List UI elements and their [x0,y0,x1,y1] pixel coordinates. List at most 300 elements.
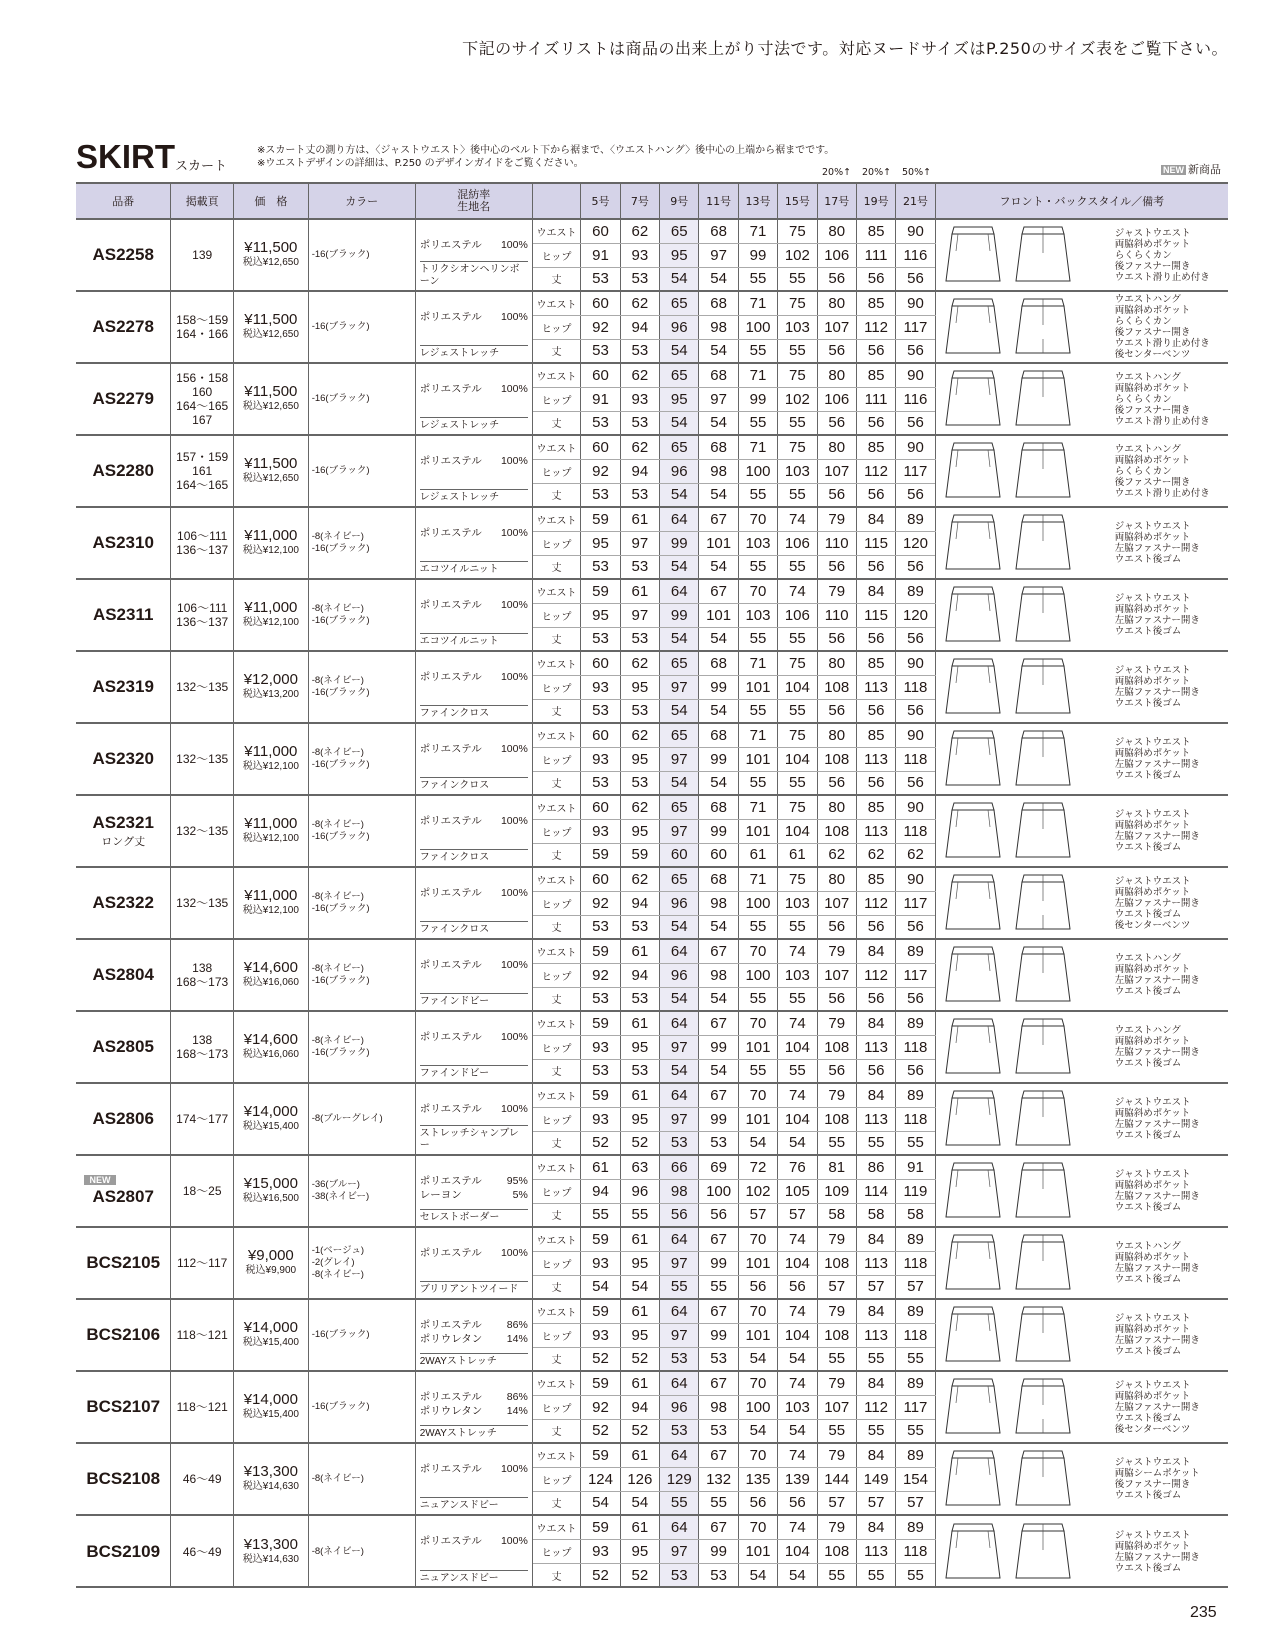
size-value: 108 [817,1251,856,1275]
skirt-front-icon [944,293,1002,361]
size-value: 54 [660,915,699,939]
product-material [415,579,532,651]
size-value: 90 [896,363,935,387]
size-value: 106 [817,243,856,267]
size-value: 97 [660,819,699,843]
col-fabric: 生地名 [457,200,491,213]
measure-label: 丈 [532,915,580,939]
size-value: 99 [699,747,738,771]
size-value: 55 [581,1203,620,1227]
size-value: 110 [817,603,856,627]
fabric-name: 2WAYストレッチ [420,1425,528,1440]
note-item: らくらくカン [1114,465,1172,477]
size-value: 79 [817,1227,856,1251]
product-material [415,1155,532,1227]
note-item: 両脇斜めポケット [1114,820,1191,831]
size-value: 80 [817,435,856,459]
page-line: 18～25 [182,1184,222,1198]
size-value: 74 [778,1443,817,1467]
size-value: 74 [778,1011,817,1035]
measure-label: 丈 [532,1203,580,1227]
size-value: 67 [699,1515,738,1539]
skirt-front-icon [944,1518,1002,1586]
material-name: ポリエステル [419,1175,482,1187]
product-code-text: AS2321 [92,813,154,832]
size-value: 117 [896,891,935,915]
table-row [76,867,1228,891]
size-value: 57 [856,1275,895,1299]
size-value: 55 [856,1131,895,1155]
size-value: 81 [817,1155,856,1179]
material-name: ポリエステル [419,599,482,611]
size-value: 67 [699,1443,738,1467]
product-colors [308,1011,415,1083]
size-value: 54 [581,1275,620,1299]
size-value: 53 [620,987,659,1011]
size-value: 76 [778,1155,817,1179]
size-value: 96 [620,1179,659,1203]
size-value: 99 [738,243,777,267]
size-value: 62 [620,435,659,459]
product-price [233,1443,308,1515]
size-value: 55 [856,1347,895,1371]
product-material [415,723,532,795]
note-item: ウエスト後ゴム [1114,908,1182,920]
skirt-illustration [935,723,1109,795]
size-value: 107 [817,891,856,915]
size-value: 99 [660,531,699,555]
product-material [415,1515,532,1587]
note-item: ジャストウエスト [1114,1169,1191,1180]
size-value: 99 [699,1539,738,1563]
size-value: 61 [620,1515,659,1539]
product-code-text: BCS2107 [86,1397,161,1416]
size-value: 89 [896,1443,935,1467]
note-item: 両脇シームポケット [1114,1468,1200,1479]
product-colors [308,435,415,507]
product-colors [308,1371,415,1443]
size-value: 55 [778,699,817,723]
price-value: ¥11,000 [244,527,298,544]
size-value: 93 [581,1323,620,1347]
product-code-text: AS2805 [92,1037,154,1056]
size-value: 85 [856,291,895,315]
material-name: ポリエステル [419,383,482,395]
size-value: 71 [738,363,777,387]
size-value: 79 [817,939,856,963]
measure-label: ウエスト [532,1515,580,1539]
note-item: 両脇斜めポケット [1114,1390,1191,1402]
note-item: ウエスト後ゴム [1114,1562,1182,1574]
size-value: 93 [581,1251,620,1275]
fabric-name: セレストボーダー [420,1209,528,1224]
material-name: ポリエステル [419,1319,482,1331]
size-value: 98 [699,1395,738,1419]
size-value: 54 [699,627,738,651]
price-tax: 税込¥12,100 [242,617,299,628]
note-item: ウエスト後ゴム [1114,1202,1182,1213]
product-colors [308,723,415,795]
size-value: 56 [896,771,935,795]
new-badge: NEW [1163,165,1184,175]
material-ratio: 100% [500,599,528,611]
note-item: ウエスト後ゴム [1114,1412,1182,1424]
skirt-illustration [935,363,1109,435]
skirt-back-icon [1014,581,1072,649]
product-code [76,579,171,651]
material-line [420,1030,528,1044]
product-colors [308,1155,415,1227]
size-value: 75 [778,651,817,675]
measure-label: 丈 [532,483,580,507]
size-value: 55 [817,1131,856,1155]
size-value: 84 [856,1515,895,1539]
size-value: 53 [660,1419,699,1443]
page-line: 174～177 [176,1112,229,1126]
note-item: ウエスト滑り止め付き [1114,271,1210,283]
price-value: ¥14,600 [243,959,298,976]
size-value: 108 [817,819,856,843]
measure-label: ヒップ [532,963,580,987]
color-item: -8(ネイビー) [311,963,364,974]
size-value: 113 [856,1107,895,1131]
col-size-21: 21号 [896,183,935,219]
note-item: 両脇斜めポケット [1114,964,1191,975]
pct-21: 50%↑ [902,167,932,178]
size-value: 70 [738,1227,777,1251]
size-value: 84 [856,1371,895,1395]
product-page [171,1083,234,1155]
measure-label: 丈 [532,339,580,363]
product-code-text: AS2319 [92,677,154,696]
product-notes [1109,1515,1228,1587]
size-value: 55 [660,1491,699,1515]
col-color: カラー [308,183,415,219]
size-value: 68 [699,435,738,459]
size-value: 67 [699,507,738,531]
page-line: 112～117 [177,1256,228,1270]
size-table [76,182,1228,1587]
size-value: 56 [817,627,856,651]
price-value: ¥14,000 [243,1391,298,1408]
size-value: 53 [620,555,659,579]
size-value: 54 [660,699,699,723]
material-name: ポリエステル [419,815,482,827]
skirt-front-icon [944,1157,1002,1225]
size-value: 56 [896,411,935,435]
table-row [76,435,1228,459]
size-value: 56 [817,267,856,291]
product-code-text: AS2807 [92,1187,154,1206]
size-value: 55 [738,771,777,795]
size-value: 56 [896,1059,935,1083]
material-ratio: 14% [506,1405,528,1417]
size-value: 65 [660,291,699,315]
product-page [171,1443,234,1515]
price-tax: 税込¥12,100 [242,833,299,844]
color-item: -16(ブラック) [311,1401,370,1412]
product-code-text: BCS2105 [86,1253,161,1272]
size-value: 57 [896,1491,935,1515]
page-line: 132～135 [176,824,229,838]
price-value: ¥11,000 [244,815,298,832]
size-value: 53 [620,915,659,939]
note-item: 後ファスナー開き [1114,1479,1191,1490]
size-value: 84 [856,1227,895,1251]
note-item: 両脇斜めポケット [1114,1324,1191,1335]
size-value: 64 [660,1011,699,1035]
size-value: 64 [660,1443,699,1467]
size-value: 54 [699,339,738,363]
size-value: 117 [896,963,935,987]
size-value: 104 [778,1251,817,1275]
product-code-text: AS2279 [92,389,154,408]
size-value: 117 [896,315,935,339]
size-value: 100 [738,459,777,483]
price-tax: 税込¥12,100 [242,905,299,916]
size-value: 114 [856,1179,895,1203]
size-value: 95 [620,1323,659,1347]
size-value: 111 [856,243,895,267]
price-value: ¥14,000 [243,1319,298,1336]
size-value: 61 [620,1227,659,1251]
size-value: 59 [581,939,620,963]
size-value: 55 [896,1419,935,1443]
size-value: 55 [817,1563,856,1587]
price-tax: 税込¥12,100 [242,761,299,772]
material-name: ポリエステル [419,1247,482,1259]
size-value: 85 [856,867,895,891]
table-row [76,1515,1228,1539]
size-value: 117 [896,459,935,483]
measure-label: 丈 [532,267,580,291]
size-value: 112 [856,315,895,339]
color-item: -38(ネイビー) [311,1191,370,1202]
size-value: 104 [778,819,817,843]
size-value: 94 [620,459,659,483]
skirt-back-icon [1014,221,1072,289]
note-item: 両脇斜めポケット [1114,454,1191,466]
size-value: 55 [778,339,817,363]
size-value: 84 [856,939,895,963]
size-value: 68 [699,363,738,387]
measure-label: 丈 [532,1131,580,1155]
product-code-text: AS2322 [92,893,154,912]
material-name: ポリエステル [419,1391,482,1403]
size-value: 91 [896,1155,935,1179]
product-notes [1109,723,1228,795]
size-value: 52 [620,1131,659,1155]
material-ratio: 100% [500,1103,528,1115]
material-line [420,1462,528,1476]
size-value: 75 [778,219,817,243]
skirt-back-icon [1014,437,1072,505]
table-row [76,579,1228,603]
size-value: 68 [699,795,738,819]
size-value: 94 [620,315,659,339]
measure-label: ウエスト [532,1299,580,1323]
note-item: ウエスト後ゴム [1114,986,1182,997]
size-value: 55 [738,267,777,291]
size-value: 103 [778,891,817,915]
measure-label: ウエスト [532,435,580,459]
fabric-name: レジェストレッチ [420,417,528,432]
fabric-name: ファインドビー [420,993,528,1008]
skirt-front-icon [944,653,1002,721]
material-line [420,1174,528,1188]
product-price [233,723,308,795]
size-value: 53 [620,339,659,363]
size-value: 54 [660,627,699,651]
skirt-front-icon [944,1013,1002,1081]
material-line [420,454,528,468]
color-item: -16(ブラック) [311,759,370,770]
price-tax: 税込¥12,100 [242,545,299,556]
size-value: 62 [896,843,935,867]
size-value: 55 [738,627,777,651]
product-code-text: AS2258 [92,245,154,264]
material-ratio: 86% [506,1319,528,1331]
product-code [76,1443,171,1515]
note-item: ウエスト滑り止め付き [1114,338,1210,349]
size-value: 60 [581,291,620,315]
size-value: 56 [738,1275,777,1299]
material-ratio: 100% [500,1463,528,1475]
skirt-illustration [935,1371,1109,1443]
size-value: 53 [581,483,620,507]
skirt-back-icon [1014,293,1072,361]
size-value: 70 [738,939,777,963]
header-note: 下記のサイズリストは商品の出来上がり寸法です。対応ヌードサイズはP.250のサイズ表をご覧下さい。 [462,39,1228,58]
size-value: 75 [778,795,817,819]
note-item: ジャストウエスト [1114,1379,1191,1391]
size-value: 53 [620,411,659,435]
col-size-9: 9号 [660,183,699,219]
size-value: 52 [581,1419,620,1443]
measure-label: 丈 [532,1491,580,1515]
material-ratio: 100% [500,239,528,251]
skirt-back-icon [1014,941,1072,1009]
note-item: 両脇斜めポケット [1114,748,1191,759]
product-code [76,939,171,1011]
product-notes [1109,1299,1228,1371]
material-name: ポリエステル [419,455,482,467]
size-value: 84 [856,579,895,603]
size-value: 62 [620,867,659,891]
size-value: 79 [817,579,856,603]
size-value: 99 [699,1107,738,1131]
note-item: ウエスト後ゴム [1114,554,1182,565]
size-value: 54 [620,1275,659,1299]
size-value: 53 [620,699,659,723]
size-value: 53 [699,1347,738,1371]
size-value: 54 [778,1131,817,1155]
size-value: 59 [581,1227,620,1251]
product-price [233,291,308,363]
table-header [76,183,1228,219]
size-value: 60 [581,219,620,243]
note-item: 左脇ファスナー開き [1114,1401,1200,1413]
fabric-name: トリクシオンヘリンボーン [420,261,528,288]
product-price [233,507,308,579]
product-code [76,795,171,867]
size-value: 120 [896,531,935,555]
size-value: 71 [738,291,777,315]
size-value: 59 [581,1515,620,1539]
size-value: 57 [738,1203,777,1227]
size-value: 55 [778,555,817,579]
size-value: 115 [856,531,895,555]
size-value: 96 [660,891,699,915]
measure-label: ウエスト [532,795,580,819]
note-item: 両脇斜めポケット [1114,1108,1191,1119]
size-value: 55 [738,915,777,939]
price-tax: 税込¥16,060 [242,1049,299,1060]
size-value: 80 [817,723,856,747]
material-ratio: 100% [500,311,528,323]
size-value: 58 [817,1203,856,1227]
size-value: 53 [581,1059,620,1083]
size-value: 100 [738,891,777,915]
size-value: 54 [738,1131,777,1155]
measure-label: 丈 [532,1347,580,1371]
size-value: 59 [581,1443,620,1467]
product-page [171,795,234,867]
size-value: 55 [738,699,777,723]
size-value: 79 [817,1515,856,1539]
product-code [76,867,171,939]
size-value: 65 [660,795,699,819]
table-row [76,1083,1228,1107]
material-ratio: 100% [500,959,528,971]
material-line [420,1404,528,1418]
product-material [415,507,532,579]
skirt-illustration [935,435,1109,507]
size-value: 79 [817,1443,856,1467]
size-value: 65 [660,867,699,891]
note-item: ウエスト後ゴム [1114,626,1182,637]
size-value: 101 [738,1035,777,1059]
size-value: 62 [817,843,856,867]
size-value: 60 [581,435,620,459]
material-name: ポリエステル [419,527,482,539]
size-value: 74 [778,1083,817,1107]
size-value: 96 [660,315,699,339]
size-value: 74 [778,939,817,963]
size-value: 54 [581,1491,620,1515]
product-colors [308,291,415,363]
material-line [420,1188,528,1202]
size-value: 56 [896,555,935,579]
size-value: 68 [699,219,738,243]
table-row [76,363,1228,387]
size-value: 85 [856,219,895,243]
size-value: 67 [699,1299,738,1323]
skirt-back-icon [1014,1085,1072,1153]
skirt-illustration [935,1299,1109,1371]
size-value: 85 [856,795,895,819]
material-ratio: 100% [500,527,528,539]
product-material [415,867,532,939]
size-value: 61 [620,507,659,531]
color-item: -16(ブラック) [311,393,370,404]
measure-label: ウエスト [532,579,580,603]
product-price [233,1299,308,1371]
size-value: 56 [817,411,856,435]
size-value: 70 [738,1011,777,1035]
size-value: 108 [817,675,856,699]
material-ratio: 95% [506,1175,528,1187]
